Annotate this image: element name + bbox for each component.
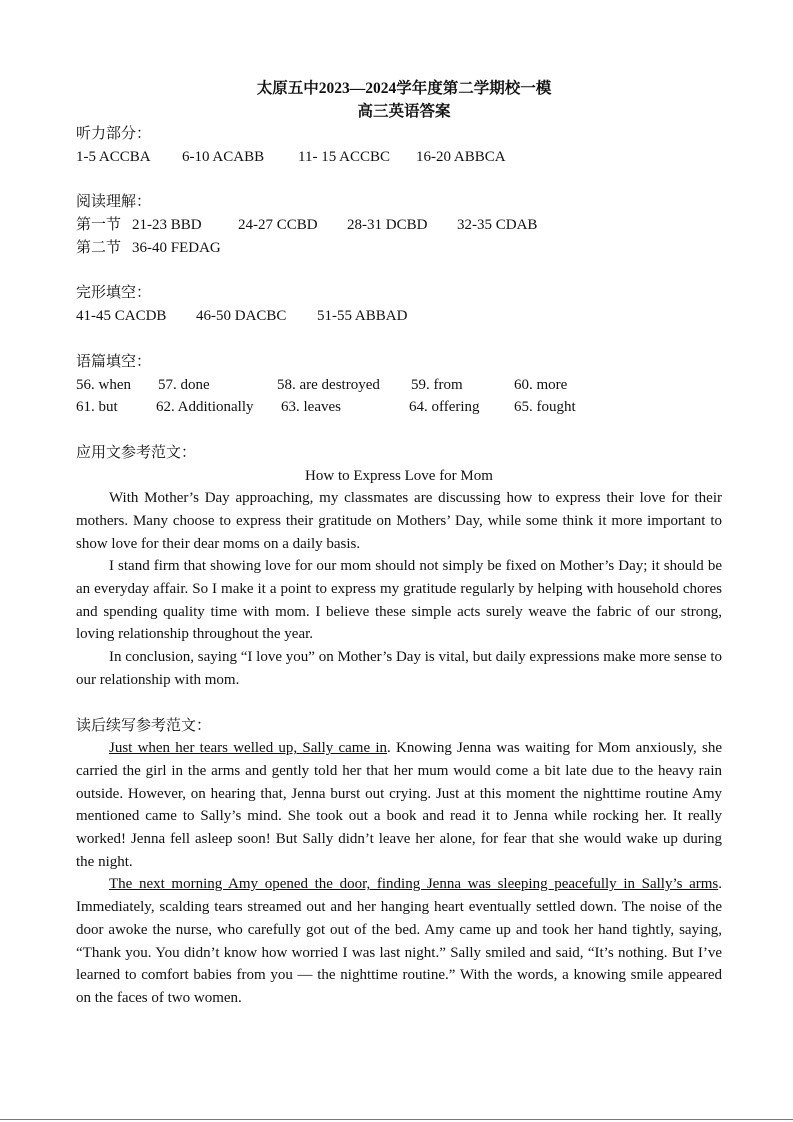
answer-item: 59. from <box>411 376 463 393</box>
page-title: 太原五中2023—2024学年度第二学期校一模 <box>256 80 552 97</box>
section-label: 第二节 <box>76 239 122 256</box>
paragraph-body: . Immediately, scalding tears streamed out and her hanging heart eventually settled down. The noise of the door awoke the nurse, who carefully got out of the bed. Amy came up and took her hand tightly, saying, “Thank you. You didn’t know how worried I was last night.” Sally smiled and said, “It’s nothing. But I’ve learned to comfort babies from you — the nighttime routine.” With the words, a knowing smile appeared on the faces of two women. <box>76 876 722 1006</box>
answer-group: 11- 15 ACCBC <box>298 148 390 165</box>
answer-item: 65. fought <box>514 399 576 416</box>
answer-group: 28-31 DCBD <box>347 217 428 234</box>
paragraph-lead-sentence: The next morning Amy opened the door, finding Jenna was sleeping peacefully in Sally’s arms <box>109 876 719 893</box>
continuation-paragraph <box>76 737 722 873</box>
essay-paragraph: With Mother’s Day approaching, my classmates are discussing how to express their love for their mothers. Many choose to express their gratitude on Mothers’ Day, while some think it more important to show love for their dear moms on a daily basis. <box>76 490 722 552</box>
answer-group: 1-5 ACCBA <box>76 148 151 165</box>
grammar-label: 语篇填空： <box>76 353 152 370</box>
answer-item: 56. when <box>76 376 131 393</box>
answer-item: 58. are destroyed <box>277 376 380 393</box>
cloze-label: 完形填空： <box>76 285 152 302</box>
grammar-answers-row2 <box>76 396 722 419</box>
section-label: 第一节 <box>76 217 122 234</box>
continuation-paragraph <box>76 873 722 1009</box>
answer-item: 61. but <box>76 399 118 416</box>
grammar-answers-row1 <box>76 374 722 397</box>
essay-paragraph: In conclusion, saying “I love you” on Mother’s Day is vital, but daily expressions make more sense to our relationship with mom. <box>76 649 722 688</box>
answer-group: 6-10 ACABB <box>182 148 265 165</box>
reading-label: 阅读理解： <box>76 194 152 211</box>
reading-section2-answers <box>76 237 722 260</box>
continuation-writing-label: 读后续写参考范文： <box>76 717 212 734</box>
listening-label: 听力部分： <box>76 126 152 142</box>
essay-paragraph: I stand firm that showing love for our mom should not simply be fixed on Mother’s Day; it should be an everyday affair. So I make it a point to express my gratitude regularly by helping with household chores and spending quality time with mom. I believe these simple acts surely weave the fabric of our strong, loving relationship throughout the year. <box>76 558 722 643</box>
answer-item: 64. offering <box>409 399 480 416</box>
practical-writing-label: 应用文参考范文： <box>76 444 197 461</box>
answer-group: 36-40 FEDAG <box>132 239 221 256</box>
answer-item: 62. Additionally <box>156 399 254 416</box>
answer-group: 21-23 BBD <box>132 217 202 234</box>
answer-sheet <box>76 78 722 1010</box>
answer-group: 41-45 CACDB <box>76 308 167 325</box>
page-bottom-rule <box>0 1119 793 1120</box>
answer-group: 24-27 CCBD <box>238 217 318 234</box>
paragraph-body: . Knowing Jenna was waiting for Mom anxiously, she carried the girl in the arms and gently told her that her mum would come a bit late due to the heavy rain outside. However, on hearing that, Jenna burst out crying. Just at this moment the nighttime routine Amy mentioned came to Sally’s mind. She took out a book and read it to Jenna while rocking her. It really worked! Jenna fell asleep soon! But Sally didn’t leave her alone, for fear that she would wake up during the night. <box>76 740 722 870</box>
answer-item: 60. more <box>514 376 568 393</box>
answer-group: 51-55 ABBAD <box>317 308 408 325</box>
answer-group: 46-50 DACBC <box>196 308 287 325</box>
answer-item: 57. done <box>158 376 210 393</box>
answer-group: 16-20 ABBCA <box>416 148 506 165</box>
answer-group: 32-35 CDAB <box>457 217 538 234</box>
cloze-answers <box>76 305 722 328</box>
paragraph-lead-sentence: Just when her tears welled up, Sally came in <box>109 740 388 757</box>
page-subtitle: 高三英语答案 <box>357 102 451 120</box>
answer-item: 63. leaves <box>281 399 341 416</box>
essay-title: How to Express Love for Mom <box>305 467 493 484</box>
reading-section1-groups <box>76 214 722 237</box>
listening-answers <box>76 146 722 169</box>
